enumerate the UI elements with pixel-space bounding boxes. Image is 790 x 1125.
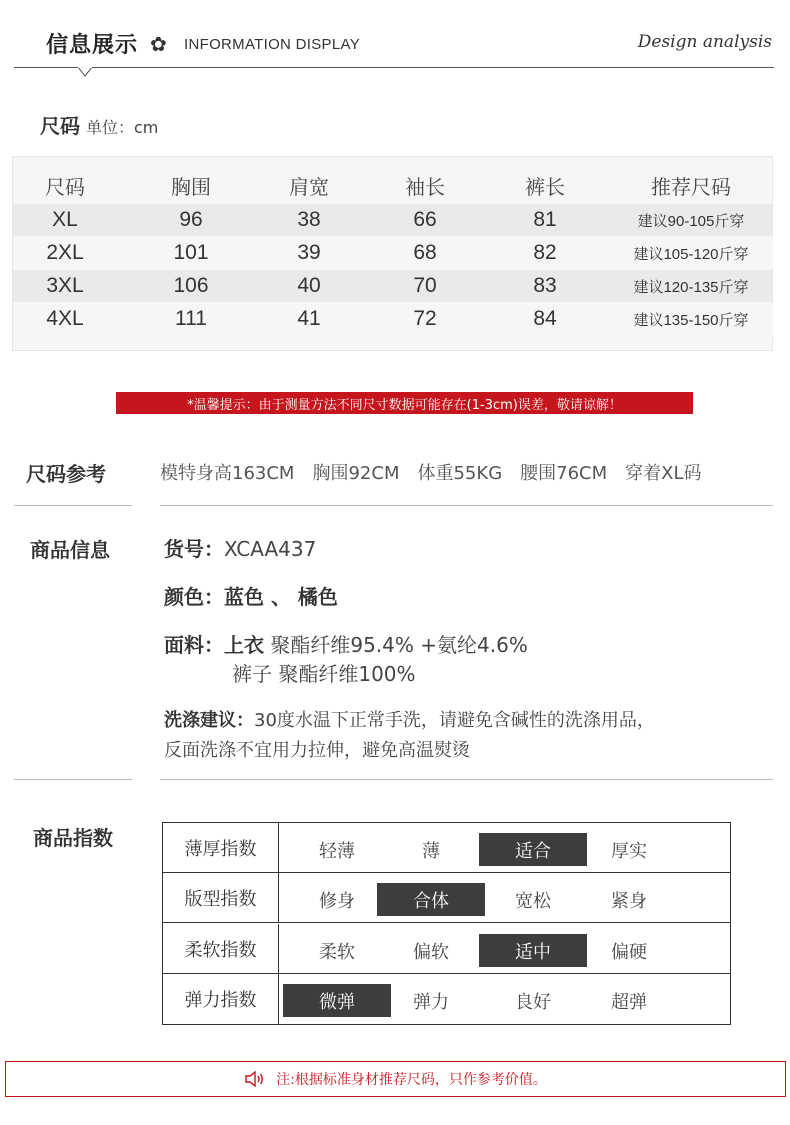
- size-heading: [40, 110, 158, 139]
- table-cell: 66: [413, 208, 437, 231]
- sku-line: [164, 533, 316, 562]
- table-cell: 建议120-135斤穿: [633, 278, 749, 296]
- sku-value: XCAA437: [224, 537, 317, 561]
- reference-items: [160, 459, 702, 485]
- index-option: 良好: [515, 991, 551, 1013]
- speaker-icon: [244, 1071, 266, 1087]
- index-name: 版型指数: [163, 873, 279, 922]
- column-header: 袖长: [405, 174, 445, 199]
- index-label: 商品指数: [33, 826, 113, 850]
- color-line: [164, 581, 338, 610]
- table-cell: 84: [533, 307, 557, 330]
- footnote: [5, 1061, 786, 1097]
- wash-line-2: 反面洗涤不宜用力拉伸，避免高温熨烫: [164, 740, 470, 761]
- color-key: 颜色：: [164, 585, 224, 609]
- index-option: 柔软: [319, 941, 355, 963]
- fabric-line-top: [164, 629, 528, 658]
- table-cell: 101: [173, 241, 209, 264]
- size-table: [12, 156, 773, 351]
- table-row: [13, 270, 773, 302]
- column-header: 裤长: [525, 174, 565, 199]
- divider: [14, 779, 132, 780]
- sku-key: 货号：: [164, 537, 224, 561]
- fabric-pants-value: 聚酯纤维100%: [272, 662, 416, 686]
- wash-key: 洗涤建议：: [164, 710, 254, 731]
- index-name: 柔软指数: [163, 924, 279, 973]
- index-option: 适中: [479, 934, 587, 967]
- table-cell: 40: [297, 274, 321, 297]
- index-option: 宽松: [515, 890, 551, 912]
- reference-item: 腰围76CM: [520, 463, 608, 484]
- wash-line-1: 30度水温下正常手洗，请避免含碱性的洗涤用品，: [254, 710, 655, 731]
- column-header: 胸围: [171, 174, 211, 199]
- color-value: 蓝色 、 橘色: [224, 585, 338, 609]
- index-option: 适合: [479, 833, 587, 866]
- column-header: 肩宽: [289, 174, 329, 199]
- divider: [160, 505, 773, 506]
- reference-item: 穿着XL码: [625, 463, 702, 484]
- fabric-key: 面料：: [164, 633, 224, 657]
- table-cell: 建议90-105斤穿: [637, 212, 745, 230]
- wash-advice: [164, 706, 655, 766]
- table-cell: XL: [52, 208, 78, 231]
- table-row: [13, 204, 773, 236]
- index-name: 弹力指数: [163, 974, 279, 1024]
- index-option: 偏软: [413, 941, 449, 963]
- index-option: 修身: [319, 890, 355, 912]
- script-tagline: Design analysis: [637, 32, 772, 52]
- table-cell: 72: [413, 307, 437, 330]
- table-cell: 2XL: [46, 241, 84, 264]
- index-option: 偏硬: [611, 941, 647, 963]
- table-cell: 建议135-150斤穿: [633, 311, 749, 329]
- page-header: [0, 0, 790, 80]
- table-cell: 68: [413, 241, 437, 264]
- size-unit: 单位：cm: [86, 118, 159, 137]
- table-cell: 106: [173, 274, 209, 297]
- table-cell: 38: [297, 208, 321, 231]
- reference-label: 尺码参考: [26, 462, 106, 486]
- measurement-notice: *温馨提示：由于测量方法不同尺寸数据可能存在(1-3cm)误差，敬请谅解！: [116, 392, 693, 414]
- table-cell: 41: [297, 307, 321, 330]
- index-option: 薄: [422, 840, 440, 862]
- index-row-softness: [163, 924, 730, 974]
- column-header: 推荐尺码: [651, 174, 731, 199]
- index-option: 轻薄: [319, 840, 355, 862]
- fabric-top-name: 上衣: [224, 633, 264, 657]
- index-row-elasticity: [163, 974, 730, 1024]
- index-name: 薄厚指数: [163, 823, 279, 872]
- index-option: 厚实: [611, 840, 647, 862]
- table-cell: 70: [413, 274, 437, 297]
- table-cell: 82: [533, 241, 557, 264]
- size-label: 尺码: [40, 114, 80, 138]
- table-cell: 3XL: [46, 274, 84, 297]
- clover-icon: ✿: [150, 32, 167, 56]
- column-header: 尺码: [45, 174, 85, 199]
- index-row-thickness: [163, 823, 730, 873]
- index-option: 微弹: [283, 984, 391, 1017]
- section-title: 信息展示: [46, 32, 139, 58]
- table-cell: 81: [533, 208, 557, 231]
- index-option: 超弹: [611, 991, 647, 1013]
- section-title-en: INFORMATION DISPLAY: [184, 36, 360, 53]
- index-option: 合体: [377, 883, 485, 916]
- header-notch: [78, 67, 92, 77]
- table-cell: 4XL: [46, 307, 84, 330]
- fabric-line-pants: [232, 658, 416, 687]
- table-row: [13, 237, 773, 269]
- footnote-text: 注:根据标准身材推荐尺码，只作参考价值。: [276, 1072, 547, 1088]
- divider: [14, 505, 132, 506]
- table-cell: 建议105-120斤穿: [633, 245, 749, 263]
- info-label: 商品信息: [30, 538, 110, 562]
- fabric-top-value: 聚酯纤维95.4% +氨纶4.6%: [264, 633, 528, 657]
- header-divider: [14, 67, 774, 68]
- index-option: 紧身: [611, 890, 647, 912]
- reference-item: 模特身高163CM: [160, 463, 295, 484]
- index-table: [162, 822, 731, 1025]
- table-cell: 83: [533, 274, 557, 297]
- table-cell: 96: [179, 208, 203, 231]
- divider: [160, 779, 773, 780]
- fabric-pants-name: 裤子: [232, 662, 272, 686]
- table-cell: 39: [297, 241, 321, 264]
- table-row: [13, 303, 773, 335]
- reference-item: 胸围92CM: [312, 463, 400, 484]
- index-option: 弹力: [413, 991, 449, 1013]
- reference-item: 体重55KG: [417, 463, 503, 484]
- size-table-header: [13, 165, 773, 205]
- index-row-fit: [163, 873, 730, 923]
- table-cell: 111: [175, 307, 207, 330]
